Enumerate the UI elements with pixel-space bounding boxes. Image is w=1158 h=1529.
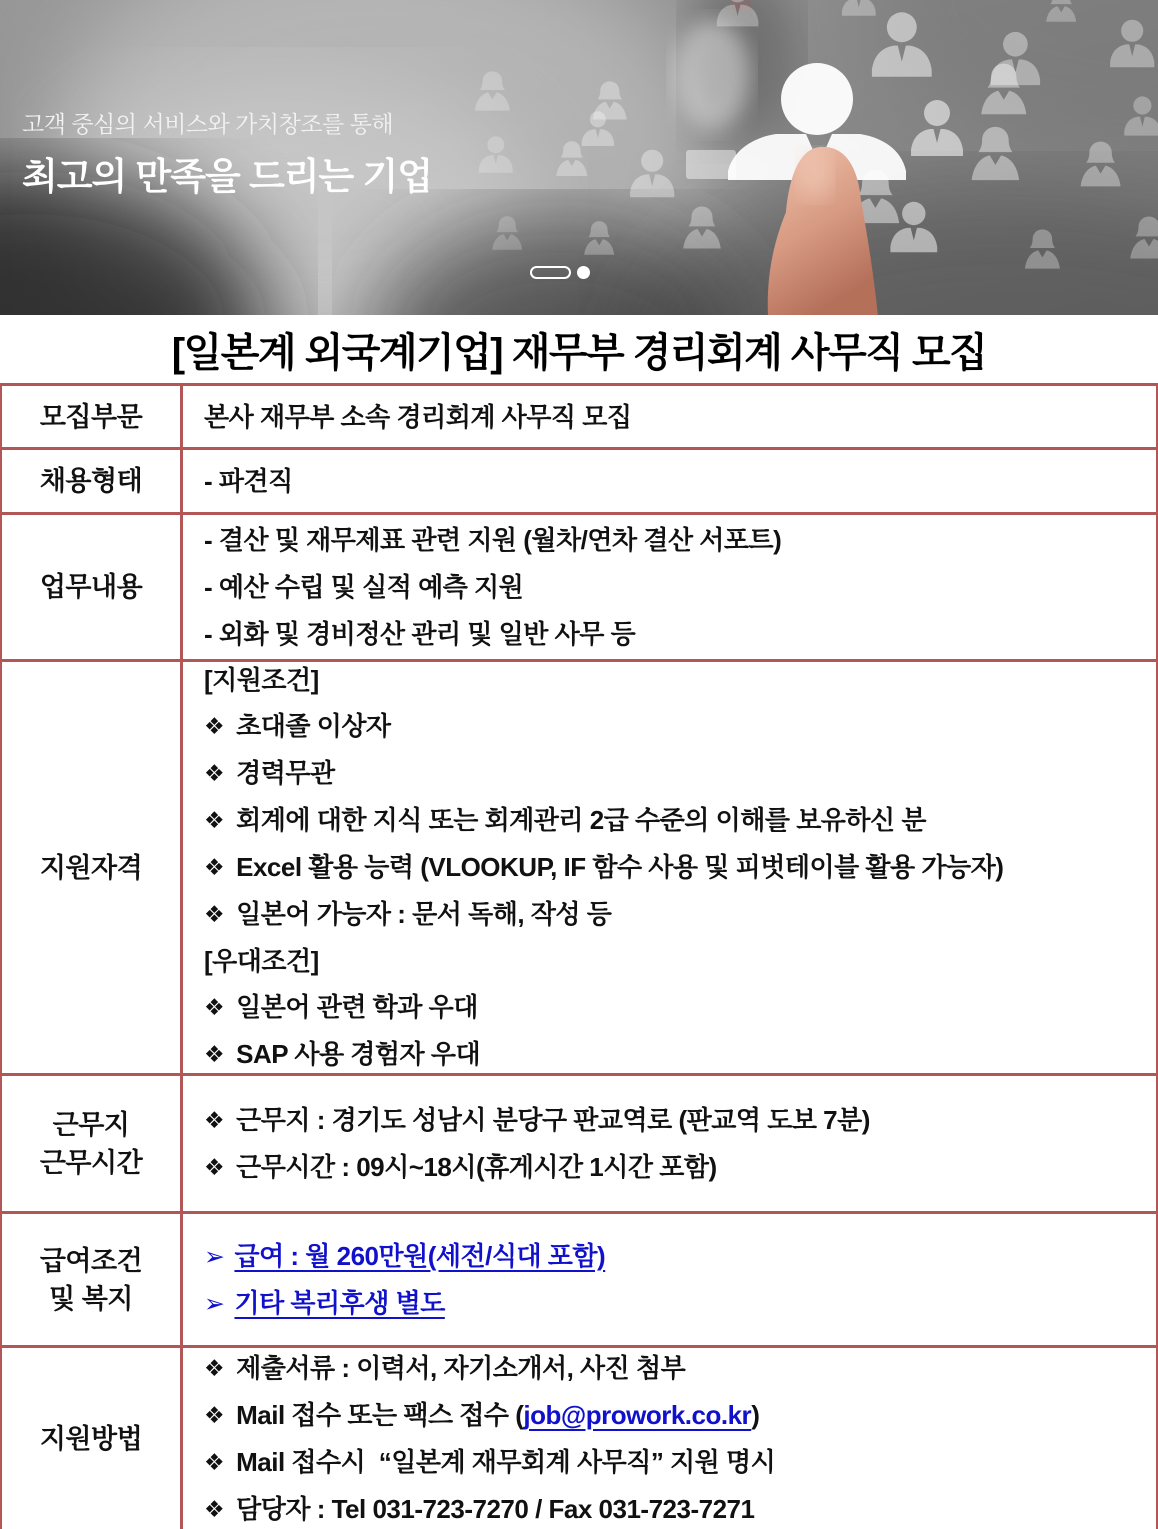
text-segment: 근무지 : 경기도 성남시 분당구 판교역로 (판교역 도보 7분) [236, 1104, 870, 1135]
table-row [2, 1073, 1156, 1211]
text-segment: - 결산 및 재무제표 관련 지원 (월차/연차 결산 서포트) [204, 524, 782, 555]
text-segment: Mail 접수 또는 팩스 접수 ( [236, 1399, 524, 1430]
content-line [204, 1280, 1146, 1327]
text-segment: [우대조건] [204, 946, 319, 976]
content-line [204, 1392, 1146, 1439]
carousel-indicator-pill[interactable] [530, 266, 571, 279]
row-label-line: 근무지 [52, 1109, 130, 1140]
table-row [2, 659, 1156, 1073]
text-segment: - 외화 및 경비정산 관리 및 일반 사무 등 [204, 618, 636, 649]
row-label-line: 채용형태 [39, 466, 143, 496]
content-line [204, 797, 1146, 844]
text-segment: 본사 재무부 소속 경리회계 사무직 모집 [204, 401, 632, 432]
text-segment: 경력무관 [236, 758, 335, 788]
text-segment: - 파견직 [204, 466, 293, 496]
text-segment: ) [751, 1399, 760, 1430]
row-content [183, 662, 1156, 1073]
diamond-bullet-icon: ❖ [204, 760, 225, 786]
content-line [204, 458, 1146, 504]
row-label [2, 662, 183, 1073]
row-label-line: 모집부문 [39, 401, 143, 432]
arrow-bullet-icon: ➢ [204, 1242, 225, 1271]
table-row [2, 447, 1156, 512]
arrow-bullet-icon: ➢ [204, 1289, 225, 1318]
table-row [2, 383, 1156, 447]
row-label-line: 업무내용 [39, 572, 143, 602]
text-segment: 초대졸 이상자 [236, 711, 391, 741]
row-label-line: 및 복지 [49, 1283, 133, 1314]
diamond-bullet-icon: ❖ [204, 901, 225, 927]
content-line [204, 394, 1146, 440]
diamond-bullet-icon: ❖ [204, 1354, 225, 1381]
content-line [204, 1439, 1146, 1486]
content-line [204, 1345, 1146, 1392]
table-row [2, 1345, 1156, 1529]
table-row [2, 1211, 1156, 1345]
content-line [204, 517, 1146, 564]
content-line [204, 611, 1146, 658]
carousel-indicator-dot[interactable] [577, 266, 590, 279]
row-content [183, 1076, 1156, 1211]
text-segment: 제출서류 : 이력서, 자기소개서, 사진 첨부 [236, 1352, 686, 1383]
row-label [2, 450, 183, 512]
diamond-bullet-icon: ❖ [204, 1448, 225, 1475]
diamond-bullet-icon: ❖ [204, 1041, 225, 1067]
text-segment: [지원조건] [204, 665, 319, 695]
row-content [183, 1214, 1156, 1345]
text-segment: 담당자 : Tel 031-723-7270 / Fax 031-723-7271 [236, 1493, 755, 1524]
row-content [183, 450, 1156, 512]
row-label [2, 1214, 183, 1345]
diamond-bullet-icon: ❖ [204, 713, 225, 739]
table-row [2, 512, 1156, 659]
diamond-bullet-icon: ❖ [204, 807, 225, 833]
content-line [204, 703, 1146, 750]
row-label-line: 지원자격 [39, 852, 143, 883]
row-label [2, 1076, 183, 1211]
job-table [0, 383, 1158, 1529]
content-line [204, 1144, 1146, 1191]
row-label-line: 급여조건 [39, 1245, 143, 1276]
content-line [204, 1097, 1146, 1144]
hero-banner [0, 0, 1158, 315]
text-segment: 일본어 관련 학과 우대 [236, 992, 478, 1022]
content-line [204, 657, 1146, 703]
hero-text-block [22, 106, 432, 200]
row-label-line: 지원방법 [39, 1423, 143, 1454]
content-line [204, 938, 1146, 984]
hero-tagline: 고객 중심의 서비스와 가치창조를 통해 [22, 111, 394, 137]
text-segment: 회계에 대한 지식 또는 회계관리 2급 수준의 이해를 보유하신 분 [236, 805, 926, 835]
title-band [0, 315, 1158, 383]
diamond-bullet-icon: ❖ [204, 1495, 225, 1522]
row-label [2, 386, 183, 447]
row-label [2, 1348, 183, 1529]
content-line [204, 750, 1146, 797]
content-line [204, 1233, 1146, 1280]
content-line [204, 984, 1146, 1031]
content-line [204, 844, 1146, 891]
diamond-bullet-icon: ❖ [204, 994, 225, 1020]
inline-link[interactable]: 급여 : 월 260만원(세전/식대 포함) [234, 1240, 606, 1271]
page-title: [일본계 외국계기업] 재무부 경리회계 사무직 모집 [171, 330, 987, 375]
content-line [204, 564, 1146, 611]
row-content [183, 515, 1156, 659]
diamond-bullet-icon: ❖ [204, 1153, 225, 1180]
row-content [183, 386, 1156, 447]
text-segment: Excel 활용 능력 (VLOOKUP, IF 함수 사용 및 피벗테이블 활용 가능자) [236, 852, 1004, 882]
diamond-bullet-icon: ❖ [204, 1401, 225, 1428]
diamond-bullet-icon: ❖ [204, 854, 225, 880]
row-label-line: 근무시간 [39, 1147, 143, 1178]
text-segment: 일본어 가능자 : 문서 독해, 작성 등 [236, 899, 612, 929]
content-line [204, 1031, 1146, 1078]
diamond-bullet-icon: ❖ [204, 1106, 225, 1133]
content-line [204, 891, 1146, 938]
row-content [183, 1348, 1156, 1529]
content-line [204, 1486, 1146, 1529]
hero-headline: 최고의 만족을 드리는 기업 [22, 156, 433, 197]
inline-link[interactable]: 기타 복리후생 별도 [234, 1287, 445, 1318]
text-segment: - 예산 수립 및 실적 예측 지원 [204, 571, 524, 602]
row-label [2, 515, 183, 659]
text-segment: Mail 접수시 “일본계 재무회계 사무직” 지원 명시 [236, 1446, 776, 1477]
text-segment: SAP 사용 경험자 우대 [236, 1039, 481, 1069]
inline-link[interactable]: job@prowork.co.kr [523, 1399, 752, 1430]
text-segment: 근무시간 : 09시~18시(휴게시간 1시간 포함) [236, 1151, 717, 1182]
